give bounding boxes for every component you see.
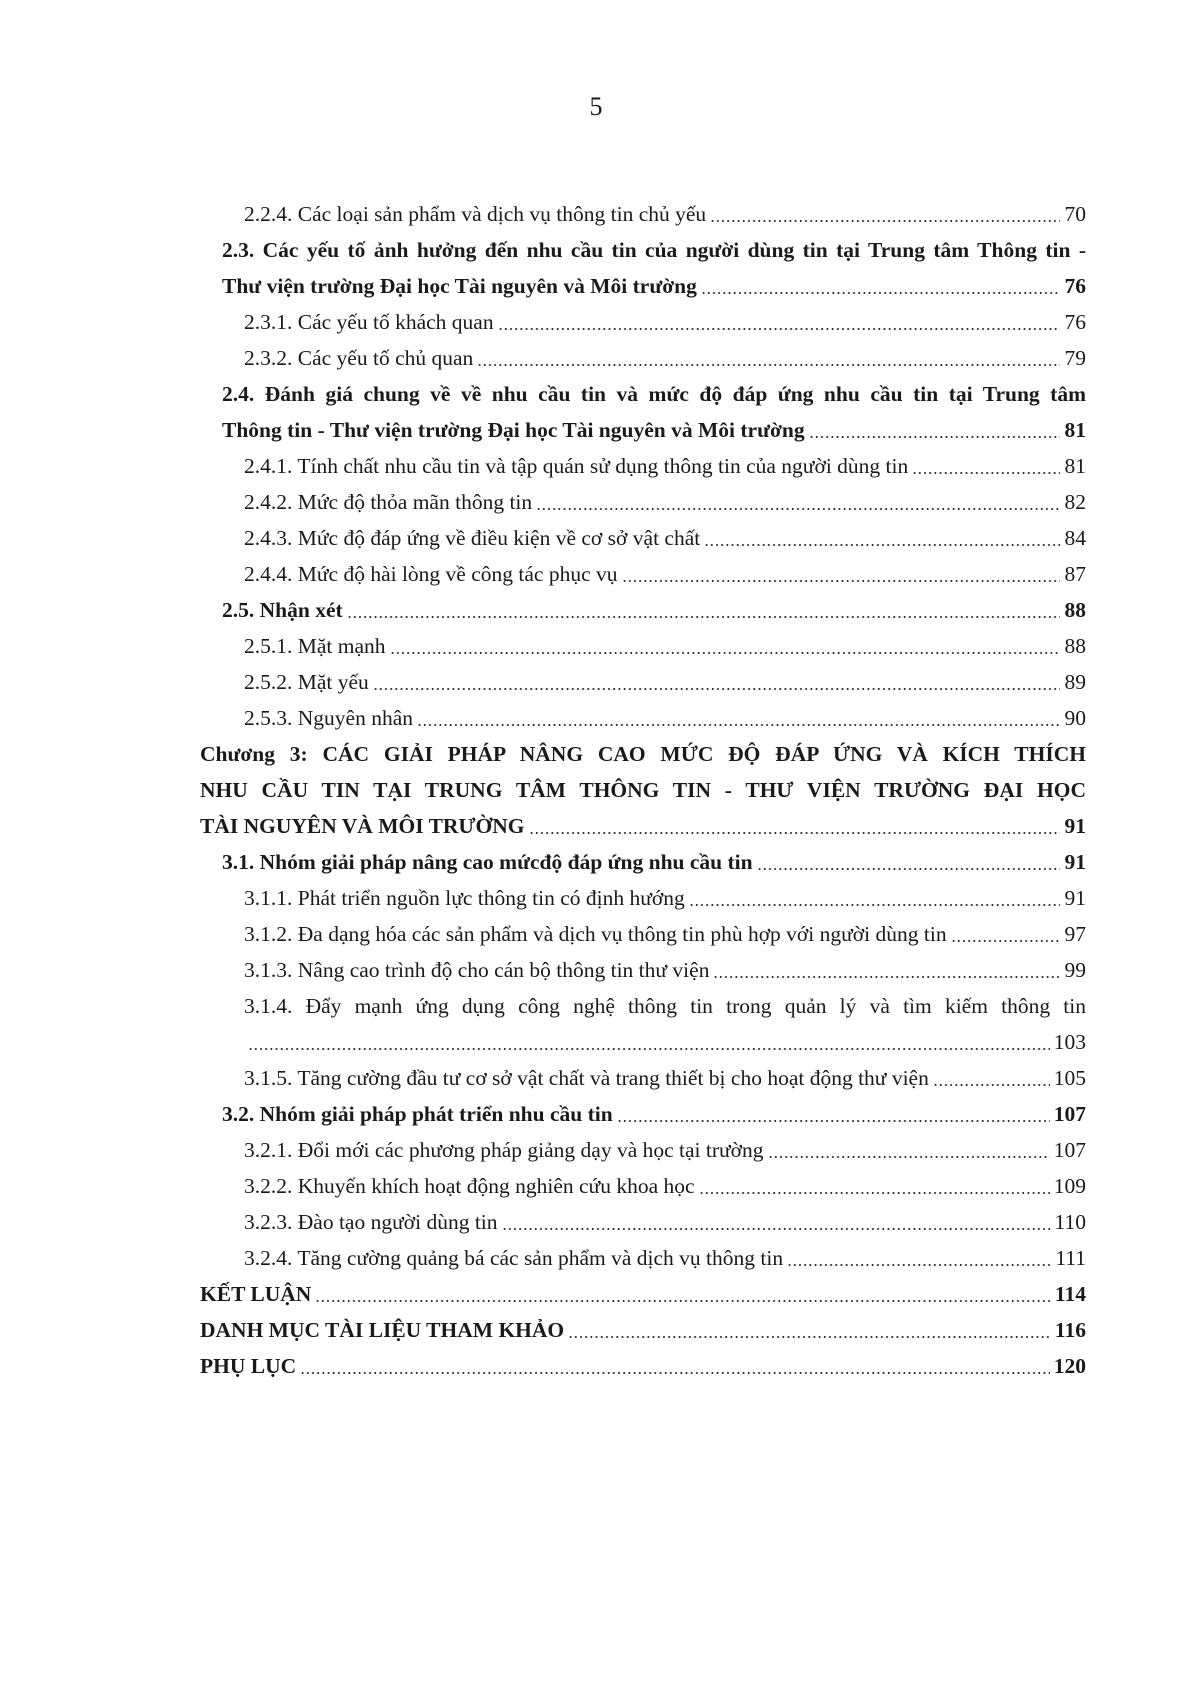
dot-leader	[768, 1156, 1050, 1158]
toc-entry-title: 3.2.4. Tăng cường quảng bá các sản phẩm và dịch vụ thông tin	[244, 1246, 784, 1270]
toc-entry[interactable]	[200, 880, 1086, 916]
toc-entry[interactable]	[200, 448, 1086, 484]
toc-entry[interactable]	[200, 1096, 1086, 1132]
toc-entry-title: 2.2.4. Các loại sản phẩm và dịch vụ thông tin chủ yếu	[244, 202, 707, 226]
toc-entry-title-line: NHU CẦU TIN TẠI TRUNG TÂM THÔNG TIN - THƯ VIỆN TRƯỜNG ĐẠI HỌC	[200, 778, 1086, 802]
dot-leader	[951, 940, 1060, 942]
toc-entry-page: 107	[1052, 1132, 1086, 1168]
dot-leader	[622, 580, 1060, 582]
toc-entry-title: 2.5.1. Mặt mạnh	[244, 634, 386, 658]
toc-entry-page: 120	[1052, 1348, 1086, 1384]
toc-entry-wrapped-line	[200, 772, 1086, 808]
toc-entry-page: 84	[1063, 520, 1087, 556]
dot-leader	[699, 1192, 1050, 1194]
toc-entry-page: 87	[1063, 556, 1087, 592]
toc-entry-title: TÀI NGUYÊN VÀ MÔI TRƯỜNG	[200, 814, 525, 838]
dot-leader	[689, 904, 1060, 906]
toc-entry-page: 79	[1063, 340, 1087, 376]
toc-entry-page: 91	[1063, 844, 1087, 880]
dot-leader	[248, 1048, 1050, 1050]
dot-leader	[568, 1336, 1051, 1338]
toc-entry-title: 3.2.3. Đào tạo người dùng tin	[244, 1210, 498, 1234]
dot-leader	[536, 508, 1060, 510]
dot-leader	[373, 688, 1060, 690]
toc-entry-page: 91	[1063, 808, 1087, 844]
toc-entry[interactable]	[200, 1240, 1086, 1276]
toc-entry-title: 3.2.2. Khuyến khích hoạt động nghiên cứu khoa học	[244, 1174, 695, 1198]
toc-entry[interactable]	[200, 1204, 1086, 1240]
dot-leader	[704, 544, 1060, 546]
dot-leader	[617, 1120, 1050, 1122]
toc-entry-title: 3.2.1. Đổi mới các phương pháp giảng dạy và học tại trường	[244, 1138, 764, 1162]
toc-entry-wrapped-line	[200, 232, 1086, 268]
dot-leader	[498, 328, 1060, 330]
toc-entry-title: 3.1.1. Phát triển nguồn lực thông tin có định hướng	[244, 886, 685, 910]
toc-entry-title	[244, 1030, 246, 1054]
toc-entry[interactable]	[200, 916, 1086, 952]
toc-entry-title: Thư viện trường Đại học Tài nguyên và Môi trường	[222, 274, 697, 298]
toc-entry-page: 110	[1053, 1204, 1086, 1240]
toc-entry-title-line: 2.4. Đánh giá chung về về nhu cầu tin và mức độ đáp ứng nhu cầu tin tại Trung tâm	[222, 382, 1086, 406]
dot-leader	[529, 832, 1060, 834]
toc-entry[interactable]	[200, 1060, 1086, 1096]
dot-leader	[933, 1084, 1050, 1086]
toc-entry-title-line: 3.1.4. Đẩy mạnh ứng dụng công nghệ thông tin trong quản lý và tìm kiếm thông tin	[244, 994, 1086, 1018]
toc-entry-page: 81	[1063, 412, 1087, 448]
toc-entry-page: 97	[1063, 916, 1087, 952]
toc-entry[interactable]	[200, 1348, 1086, 1384]
dot-leader	[912, 472, 1060, 474]
dot-leader	[757, 868, 1060, 870]
toc-entry[interactable]	[200, 1132, 1086, 1168]
toc-entry-page: 89	[1063, 664, 1087, 700]
dot-leader	[713, 976, 1060, 978]
toc-entry-title-line: Chương 3: CÁC GIẢI PHÁP NÂNG CAO MỨC ĐỘ ĐÁP ỨNG VÀ KÍCH THÍCH	[200, 742, 1086, 766]
dot-leader	[787, 1264, 1051, 1266]
toc-entry-page: 99	[1063, 952, 1087, 988]
toc-entry[interactable]	[200, 844, 1086, 880]
dot-leader	[315, 1300, 1051, 1302]
toc-entry-page: 109	[1052, 1168, 1086, 1204]
dot-leader	[701, 292, 1060, 294]
toc-entry[interactable]	[200, 556, 1086, 592]
toc-entry-title: 2.4.2. Mức độ thỏa mãn thông tin	[244, 490, 533, 514]
toc-entry-page: 114	[1053, 1276, 1086, 1312]
toc-entry-page: 82	[1063, 484, 1087, 520]
toc-entry-page: 116	[1053, 1312, 1086, 1348]
toc-entry[interactable]	[200, 1312, 1086, 1348]
toc-entry-page: 111	[1053, 1240, 1086, 1276]
toc-entry-page: 105	[1052, 1060, 1086, 1096]
toc-entry-title: 3.1.2. Đa dạng hóa các sản phẩm và dịch vụ thông tin phù hợp với người dùng tin	[244, 922, 947, 946]
toc-entry-wrapped-line	[200, 376, 1086, 412]
dot-leader	[710, 220, 1060, 222]
toc-entry[interactable]	[200, 700, 1086, 736]
toc-entry-page: 70	[1063, 196, 1087, 232]
toc-entry-wrapped-line	[200, 736, 1086, 772]
toc-entry-title: 3.1.5. Tăng cường đầu tư cơ sở vật chất và trang thiết bị cho hoạt động thư viện	[244, 1066, 929, 1090]
toc-entry[interactable]	[200, 808, 1086, 844]
toc-entry-page: 88	[1063, 628, 1087, 664]
toc-entry[interactable]	[200, 412, 1086, 448]
toc-entry-page: 91	[1063, 880, 1087, 916]
toc-entry-title: 3.1. Nhóm giải pháp nâng cao mứcđộ đáp ứng nhu cầu tin	[222, 850, 753, 874]
toc-entry-title: 3.2. Nhóm giải pháp phát triển nhu cầu tin	[222, 1102, 613, 1126]
toc-entry-page: 81	[1063, 448, 1087, 484]
toc-entry-title: PHỤ LỤC	[200, 1354, 297, 1378]
toc-entry[interactable]	[200, 196, 1086, 232]
toc-entry-title-line: 2.3. Các yếu tố ảnh hưởng đến nhu cầu tin của người dùng tin tại Trung tâm Thông tin -	[222, 238, 1086, 262]
toc-entry-page: 103	[1052, 1024, 1086, 1060]
toc-entry-title: 2.5. Nhận xét	[222, 598, 343, 622]
toc-entry-title: Thông tin - Thư viện trường Đại học Tài nguyên và Môi trường	[222, 418, 805, 442]
toc-entry[interactable]	[200, 268, 1086, 304]
toc-entry-title: 2.3.2. Các yếu tố chủ quan	[244, 346, 474, 370]
toc-entry-title: 2.4.4. Mức độ hài lòng về công tác phục vụ	[244, 562, 618, 586]
toc-entry-title: 3.1.3. Nâng cao trình độ cho cán bộ thông tin thư viện	[244, 958, 710, 982]
toc-entry[interactable]	[200, 952, 1086, 988]
toc-entry[interactable]	[200, 520, 1086, 556]
table-of-contents	[200, 196, 1086, 1384]
toc-entry-title: DANH MỤC TÀI LIỆU THAM KHẢO	[200, 1318, 565, 1342]
dot-leader	[390, 652, 1060, 654]
toc-entry-title: 2.4.3. Mức độ đáp ứng về điều kiện về cơ sở vật chất	[244, 526, 701, 550]
dot-leader	[417, 724, 1060, 726]
toc-entry-title: 2.4.1. Tính chất nhu cầu tin và tập quán sử dụng thông tin của người dùng tin	[244, 454, 909, 478]
dot-leader	[347, 616, 1060, 618]
toc-entry-title: 2.3.1. Các yếu tố khách quan	[244, 310, 494, 334]
toc-entry[interactable]	[200, 340, 1086, 376]
toc-entry[interactable]	[200, 628, 1086, 664]
toc-entry-page: 88	[1063, 592, 1087, 628]
toc-entry[interactable]	[200, 664, 1086, 700]
toc-entry-page: 90	[1063, 700, 1087, 736]
toc-entry-page: 76	[1063, 304, 1087, 340]
toc-entry[interactable]	[200, 1024, 1086, 1060]
dot-leader	[502, 1228, 1051, 1230]
toc-entry[interactable]	[200, 1276, 1086, 1312]
dot-leader	[300, 1372, 1050, 1374]
page-number: 5	[589, 92, 603, 121]
toc-entry-title: 2.5.2. Mặt yếu	[244, 670, 369, 694]
toc-entry-title: 2.5.3. Nguyên nhân	[244, 706, 413, 730]
toc-entry[interactable]	[200, 304, 1086, 340]
toc-entry-page: 107	[1052, 1096, 1086, 1132]
toc-entry-wrapped-line	[200, 988, 1086, 1024]
toc-entry-title: KẾT LUẬN	[200, 1282, 312, 1306]
dot-leader	[477, 364, 1060, 366]
toc-entry[interactable]	[200, 1168, 1086, 1204]
toc-entry-page: 76	[1063, 268, 1087, 304]
dot-leader	[809, 436, 1060, 438]
toc-entry[interactable]	[200, 592, 1086, 628]
toc-entry[interactable]	[200, 484, 1086, 520]
